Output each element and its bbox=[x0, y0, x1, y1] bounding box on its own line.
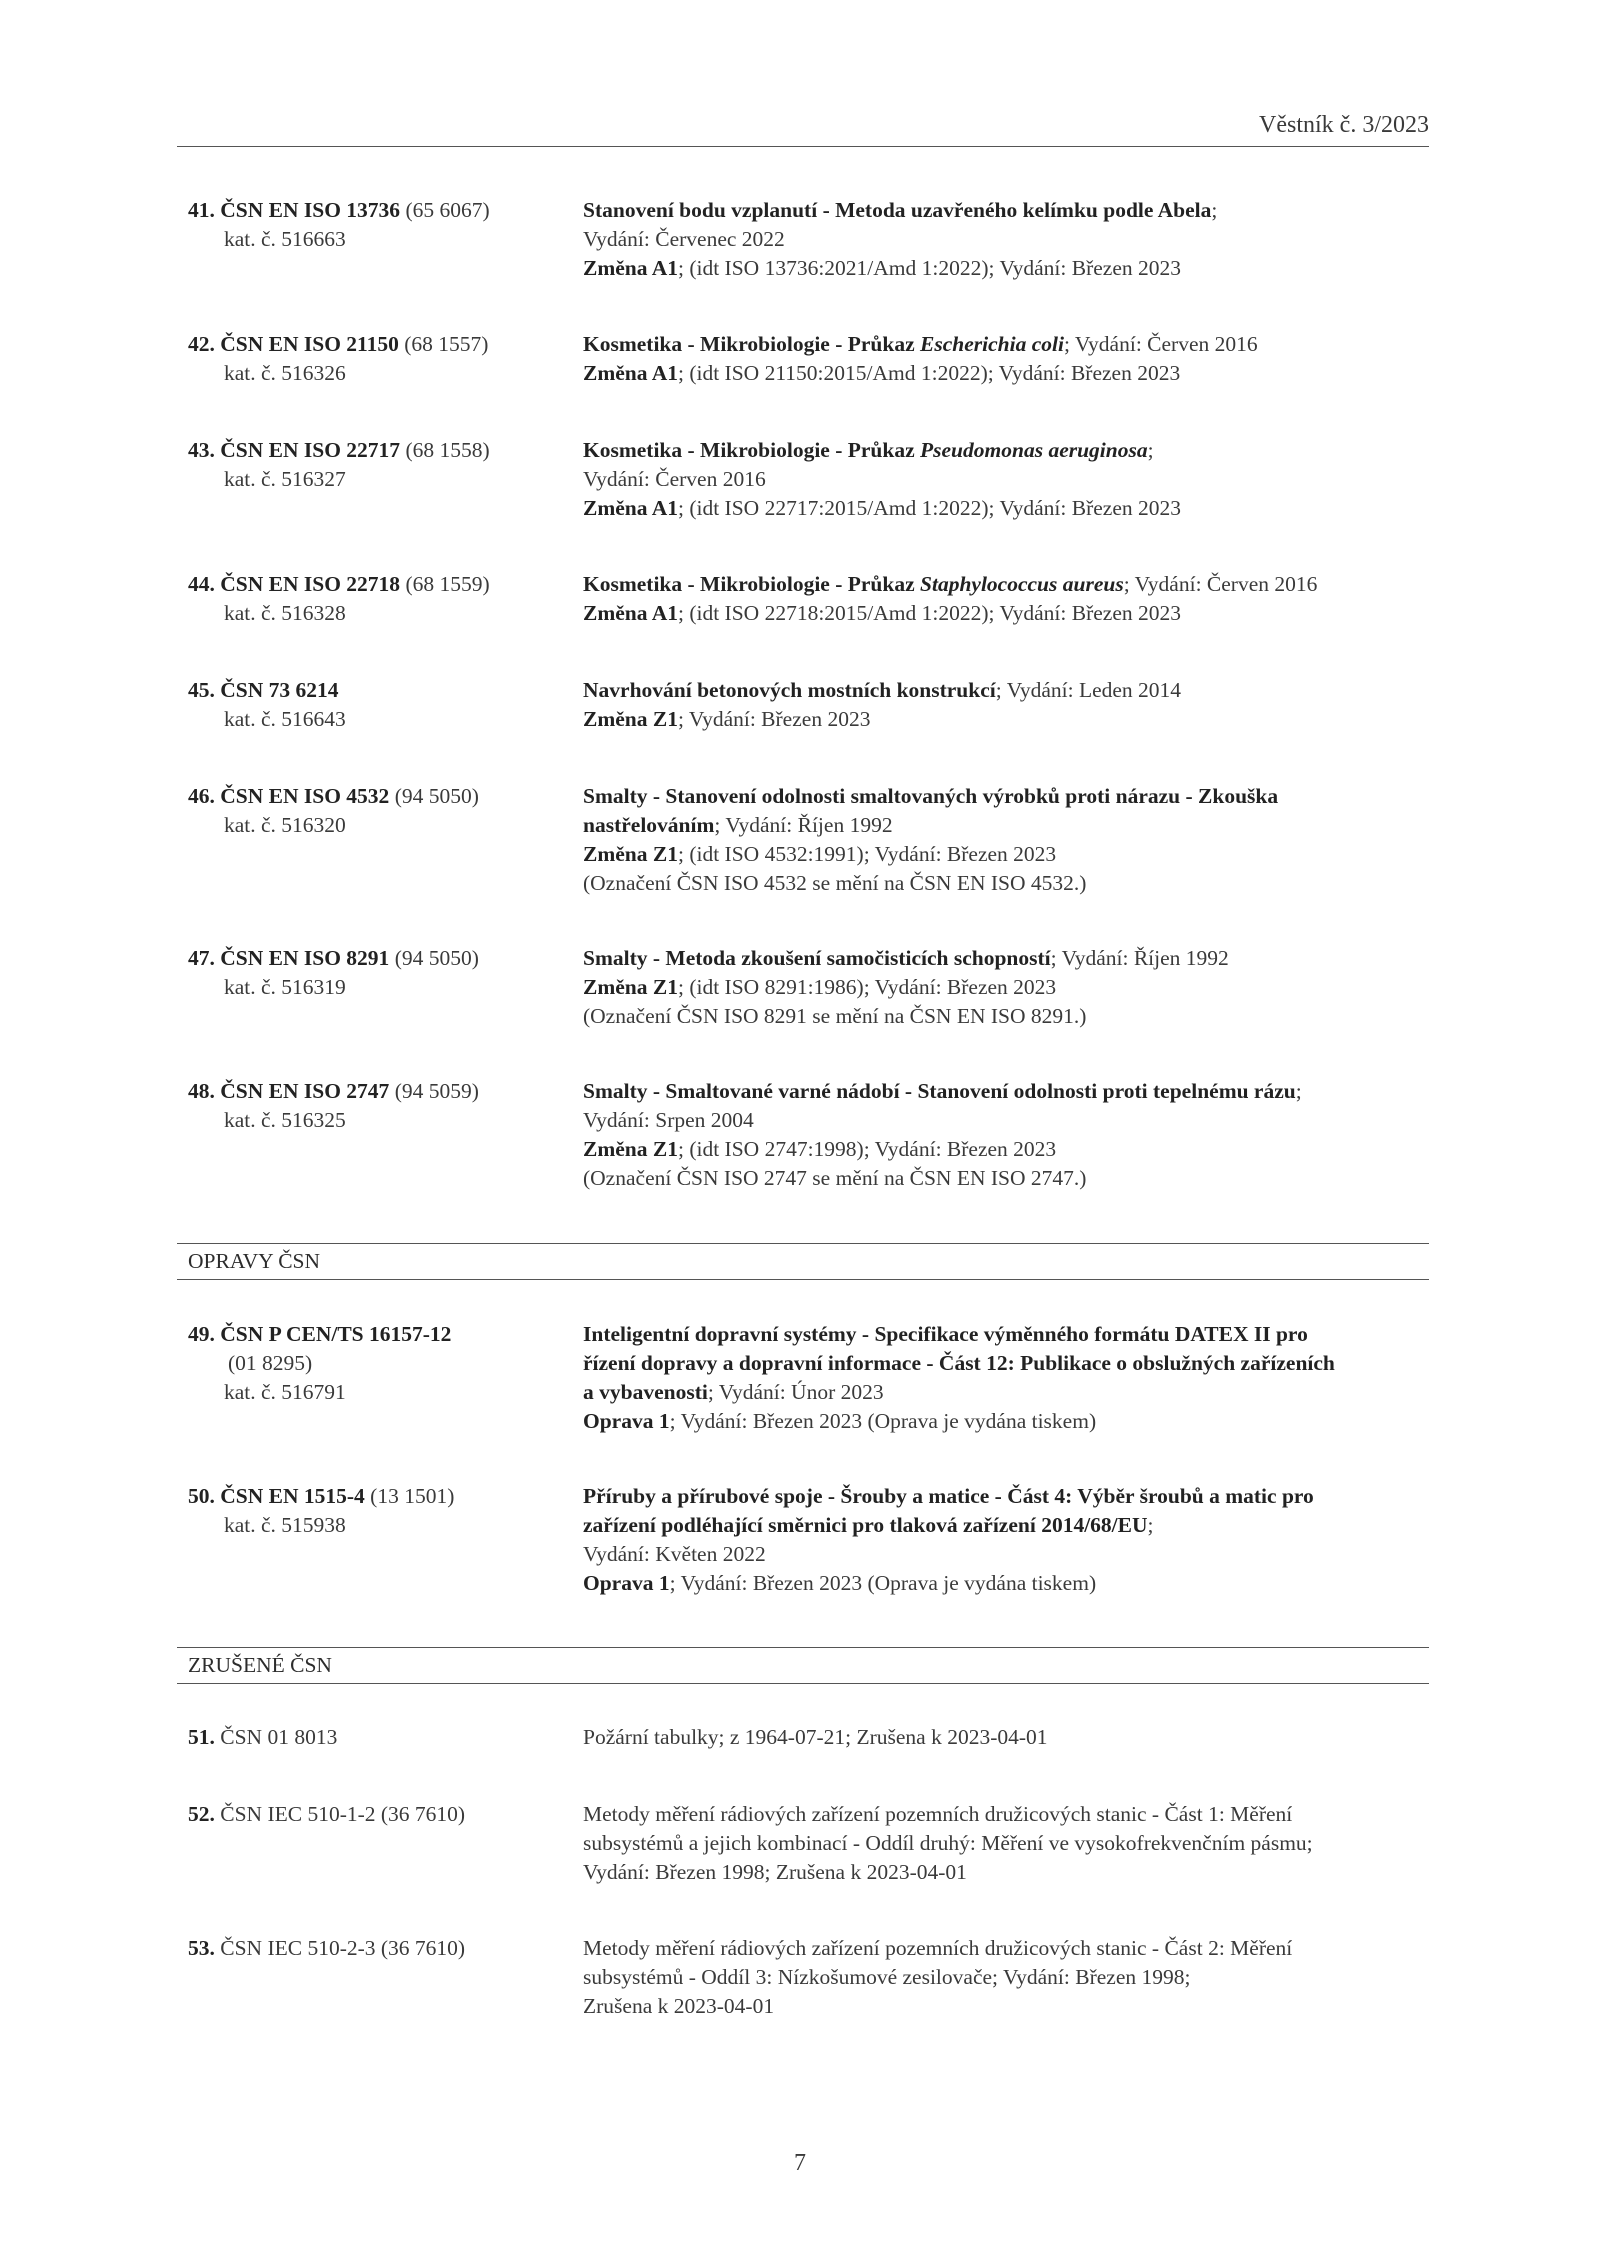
classification-number: ČSN IEC 510-1-2 (36 7610) bbox=[220, 1802, 466, 1826]
catalog-number: kat. č. 516643 bbox=[224, 707, 346, 731]
text: Vydání: Červenec 2022 bbox=[583, 227, 785, 251]
description-line bbox=[583, 705, 1433, 734]
catalog-number: kat. č. 516328 bbox=[224, 601, 346, 625]
text: (Označení ČSN ISO 8291 se mění na ČSN EN ISO 8291.) bbox=[583, 1004, 1087, 1028]
description-line bbox=[583, 1349, 1433, 1378]
entry-description bbox=[583, 782, 1433, 898]
bold-text: a vybavenosti bbox=[583, 1380, 708, 1404]
text: (Označení ČSN ISO 4532 se mění na ČSN EN ISO 4532.) bbox=[583, 871, 1087, 895]
text: ; Vydání: Březen 2023 (Oprava je vydána tiskem) bbox=[669, 1571, 1097, 1595]
description-line bbox=[583, 465, 1433, 494]
standard-code: ČSN EN ISO 13736 bbox=[220, 198, 401, 222]
section-title: OPRAVY ČSN bbox=[188, 1249, 321, 1273]
entry-code-line bbox=[188, 436, 568, 465]
entry-code-line bbox=[188, 676, 568, 705]
description-line bbox=[583, 1963, 1433, 1992]
description-line bbox=[583, 811, 1433, 840]
description-line bbox=[583, 1378, 1433, 1407]
catalog-number: kat. č. 516319 bbox=[224, 975, 346, 999]
entry-identifier bbox=[188, 1723, 568, 1752]
description-line bbox=[583, 225, 1433, 254]
description-line bbox=[583, 840, 1433, 869]
text: Metody měření rádiových zařízení pozemních družicových stanic - Část 1: Měření bbox=[583, 1802, 1293, 1826]
description-line bbox=[583, 1135, 1433, 1164]
entry-description bbox=[583, 676, 1433, 734]
entry-description bbox=[583, 1077, 1433, 1193]
text: Vydání: Srpen 2004 bbox=[583, 1108, 754, 1132]
catalog-number: kat. č. 516325 bbox=[224, 1108, 346, 1132]
catalog-number: kat. č. 516663 bbox=[224, 227, 346, 251]
text: Metody měření rádiových zařízení pozemních družicových stanic - Část 2: Měření bbox=[583, 1936, 1293, 1960]
description-line bbox=[583, 1992, 1433, 2021]
entry-code-line bbox=[188, 1723, 568, 1752]
bold-text: zařízení podléhající směrnici pro tlaková zařízení 2014/68/EU bbox=[583, 1513, 1148, 1537]
text: ; Vydání: Červen 2016 bbox=[1063, 332, 1258, 356]
italic-text: Pseudomonas aeruginosa bbox=[920, 438, 1148, 462]
classification-number: (01 8295) bbox=[228, 1351, 313, 1375]
entry-description bbox=[583, 1934, 1433, 2021]
description-line bbox=[583, 1511, 1433, 1540]
description-line bbox=[583, 1407, 1433, 1436]
entry-identifier bbox=[188, 1482, 568, 1540]
bold-text: Navrhování betonových mostních konstrukcí bbox=[583, 678, 996, 702]
bold-text: Změna Z1 bbox=[583, 975, 678, 999]
entry-code-line bbox=[188, 570, 568, 599]
text: ; Vydání: Březen 2023 bbox=[677, 707, 871, 731]
classification-number: (94 5050) bbox=[389, 784, 479, 808]
classification-number: (65 6067) bbox=[400, 198, 490, 222]
bold-text: Změna A1 bbox=[583, 256, 678, 280]
bold-text: Změna A1 bbox=[583, 496, 678, 520]
text: ; Vydání: Únor 2023 bbox=[707, 1380, 884, 1404]
standard-code: ČSN EN ISO 22717 bbox=[220, 438, 401, 462]
entry-code-line bbox=[188, 1482, 568, 1511]
entry-code-line bbox=[188, 1934, 568, 1963]
text: ; Vydání: Březen 2023 (Oprava je vydána tiskem) bbox=[669, 1409, 1097, 1433]
description-line bbox=[583, 1569, 1433, 1598]
text: subsystémů - Oddíl 3: Nízkošumové zesilovače; Vydání: Březen 1998; bbox=[583, 1965, 1191, 1989]
entry-code-line bbox=[188, 1077, 568, 1106]
text: Vydání: Červen 2016 bbox=[583, 467, 766, 491]
entry-identifier bbox=[188, 330, 568, 388]
description-line bbox=[583, 1077, 1433, 1106]
description-line bbox=[583, 599, 1433, 628]
entry-number: 49. bbox=[188, 1322, 215, 1346]
description-line bbox=[583, 869, 1433, 898]
classification-number: (94 5050) bbox=[389, 946, 479, 970]
bold-text: Kosmetika - Mikrobiologie - Průkaz bbox=[583, 572, 921, 596]
bold-text: Změna Z1 bbox=[583, 842, 678, 866]
text: ; Vydání: Leden 2014 bbox=[995, 678, 1182, 702]
text: subsystémů a jejich kombinací - Oddíl druhý: Měření ve vysokofrekvenčním pásmu; bbox=[583, 1831, 1313, 1855]
entry-number: 45. bbox=[188, 678, 215, 702]
standard-code: ČSN EN ISO 8291 bbox=[220, 946, 390, 970]
bold-text: Oprava 1 bbox=[583, 1571, 670, 1595]
description-line bbox=[583, 436, 1433, 465]
classification-number: (13 1501) bbox=[364, 1484, 455, 1508]
description-line bbox=[583, 1320, 1433, 1349]
description-line bbox=[583, 1800, 1433, 1829]
description-line bbox=[583, 1540, 1433, 1569]
entry-code-line bbox=[188, 944, 568, 973]
bold-text: Změna A1 bbox=[583, 601, 678, 625]
bold-text: Stanovení bodu vzplanutí - Metoda uzavřeného kelímku podle Abela bbox=[583, 198, 1212, 222]
text: ; (idt ISO 4532:1991); Vydání: Březen 2023 bbox=[677, 842, 1057, 866]
entry-number: 50. bbox=[188, 1484, 215, 1508]
journal-title: Věstník č. 3/2023 bbox=[1259, 112, 1429, 138]
italic-text: Escherichia coli bbox=[920, 332, 1064, 356]
text: ; Vydání: Říjen 1992 bbox=[1050, 946, 1229, 970]
entry-description bbox=[583, 1320, 1433, 1436]
description-line bbox=[583, 782, 1433, 811]
text: Zrušena k 2023-04-01 bbox=[583, 1994, 775, 2018]
description-line bbox=[583, 1482, 1433, 1511]
classification-number: (68 1559) bbox=[400, 572, 490, 596]
entry-identifier bbox=[188, 782, 568, 840]
bold-text: nastřelováním bbox=[583, 813, 715, 837]
entry-description bbox=[583, 1723, 1433, 1752]
italic-text: Staphylococcus aureus bbox=[920, 572, 1124, 596]
bold-text: Inteligentní dopravní systémy - Specifikace výměnného formátu DATEX II pro bbox=[583, 1322, 1308, 1346]
standard-code: ČSN P CEN/TS 16157-12 bbox=[220, 1322, 452, 1346]
text: ; bbox=[1211, 198, 1218, 222]
text: ; (idt ISO 22717:2015/Amd 1:2022); Vydání: Březen 2023 bbox=[677, 496, 1181, 520]
text: ; Vydání: Červen 2016 bbox=[1123, 572, 1318, 596]
text: Vydání: Květen 2022 bbox=[583, 1542, 766, 1566]
entry-identifier bbox=[188, 1934, 568, 1963]
entry-description bbox=[583, 1800, 1433, 1887]
entry-number: 41. bbox=[188, 198, 215, 222]
bold-text: Příruby a přírubové spoje - Šrouby a matice - Část 4: Výběr šroubů a matic pro bbox=[583, 1484, 1314, 1508]
text: (Označení ČSN ISO 2747 se mění na ČSN EN ISO 2747.) bbox=[583, 1166, 1087, 1190]
entry-description bbox=[583, 570, 1433, 628]
text: Požární tabulky; z 1964-07-21; Zrušena k 2023-04-01 bbox=[583, 1725, 1048, 1749]
classification-number: (68 1557) bbox=[398, 332, 489, 356]
text: ; Vydání: Říjen 1992 bbox=[714, 813, 893, 837]
description-line bbox=[583, 1164, 1433, 1193]
entry-identifier bbox=[188, 944, 568, 1002]
description-line bbox=[583, 254, 1433, 283]
description-line bbox=[583, 196, 1433, 225]
description-line bbox=[583, 494, 1433, 523]
standard-code: ČSN EN 1515-4 bbox=[220, 1484, 365, 1508]
entry-identifier bbox=[188, 676, 568, 734]
section-header-zrusene bbox=[177, 1647, 1429, 1684]
entry-number: 53. bbox=[188, 1936, 215, 1960]
standard-code: ČSN EN ISO 21150 bbox=[220, 332, 399, 356]
catalog-number: kat. č. 516320 bbox=[224, 813, 346, 837]
entry-number: 47. bbox=[188, 946, 215, 970]
entry-identifier bbox=[188, 196, 568, 254]
entry-number: 48. bbox=[188, 1079, 215, 1103]
description-line bbox=[583, 1934, 1433, 1963]
text: ; bbox=[1147, 1513, 1154, 1537]
entry-identifier bbox=[188, 1077, 568, 1135]
text: ; bbox=[1295, 1079, 1302, 1103]
entry-description bbox=[583, 196, 1433, 283]
classification-number: ČSN IEC 510-2-3 (36 7610) bbox=[220, 1936, 466, 1960]
classification-number: (94 5059) bbox=[389, 1079, 479, 1103]
description-line bbox=[583, 973, 1433, 1002]
entry-identifier bbox=[188, 1320, 568, 1407]
bold-text: Smalty - Metoda zkoušení samočisticích schopností bbox=[583, 946, 1051, 970]
section-header-opravy bbox=[177, 1243, 1429, 1280]
entry-identifier bbox=[188, 436, 568, 494]
entry-description bbox=[583, 944, 1433, 1031]
entry-number: 43. bbox=[188, 438, 215, 462]
entry-code-line bbox=[188, 1320, 568, 1349]
catalog-number: kat. č. 515938 bbox=[224, 1513, 346, 1537]
bold-text: řízení dopravy a dopravní informace - Část 12: Publikace o obslužných zařízeních bbox=[583, 1351, 1335, 1375]
text: ; bbox=[1147, 438, 1154, 462]
catalog-number: kat. č. 516791 bbox=[224, 1380, 346, 1404]
standard-code: ČSN 73 6214 bbox=[220, 678, 339, 702]
description-line bbox=[583, 570, 1433, 599]
entry-code-line bbox=[188, 330, 568, 359]
entry-description bbox=[583, 330, 1433, 388]
description-line bbox=[583, 1723, 1433, 1752]
entry-code-line bbox=[188, 1800, 568, 1829]
text: ; (idt ISO 13736:2021/Amd 1:2022); Vydání: Březen 2023 bbox=[677, 256, 1181, 280]
entry-code-line bbox=[188, 782, 568, 811]
bold-text: Změna Z1 bbox=[583, 1137, 678, 1161]
bold-text: Změna A1 bbox=[583, 361, 678, 385]
bold-text: Kosmetika - Mikrobiologie - Průkaz bbox=[583, 332, 921, 356]
entry-number: 42. bbox=[188, 332, 215, 356]
standard-code: ČSN EN ISO 4532 bbox=[220, 784, 390, 808]
description-line bbox=[583, 330, 1433, 359]
catalog-number: kat. č. 516326 bbox=[224, 361, 346, 385]
bold-text: Kosmetika - Mikrobiologie - Průkaz bbox=[583, 438, 921, 462]
bold-text: Smalty - Smaltované varné nádobí - Stanovení odolnosti proti tepelnému rázu bbox=[583, 1079, 1296, 1103]
text: ; (idt ISO 22718:2015/Amd 1:2022); Vydání: Březen 2023 bbox=[677, 601, 1181, 625]
entry-description bbox=[583, 436, 1433, 523]
entry-number: 44. bbox=[188, 572, 215, 596]
bold-text: Smalty - Stanovení odolnosti smaltovaných výrobků proti nárazu - Zkouška bbox=[583, 784, 1279, 808]
page-number: 7 bbox=[794, 2150, 806, 2176]
standard-code: ČSN EN ISO 2747 bbox=[220, 1079, 390, 1103]
description-line bbox=[583, 1002, 1433, 1031]
entry-code-line bbox=[188, 196, 568, 225]
description-line bbox=[583, 1858, 1433, 1887]
entry-identifier bbox=[188, 1800, 568, 1829]
section-title: ZRUŠENÉ ČSN bbox=[188, 1653, 332, 1677]
classification-number: ČSN 01 8013 bbox=[220, 1725, 338, 1749]
description-line bbox=[583, 1106, 1433, 1135]
description-line bbox=[583, 944, 1433, 973]
entry-description bbox=[583, 1482, 1433, 1598]
description-line bbox=[583, 676, 1433, 705]
bold-text: Změna Z1 bbox=[583, 707, 678, 731]
text: ; (idt ISO 2747:1998); Vydání: Březen 2023 bbox=[677, 1137, 1057, 1161]
description-line bbox=[583, 359, 1433, 388]
page-header bbox=[177, 112, 1429, 147]
text: Vydání: Březen 1998; Zrušena k 2023-04-01 bbox=[583, 1860, 967, 1884]
classification-number: (68 1558) bbox=[400, 438, 490, 462]
description-line bbox=[583, 1829, 1433, 1858]
entry-identifier bbox=[188, 570, 568, 628]
text: ; (idt ISO 21150:2015/Amd 1:2022); Vydání: Březen 2023 bbox=[677, 361, 1181, 385]
entry-number: 52. bbox=[188, 1802, 215, 1826]
entry-number: 46. bbox=[188, 784, 215, 808]
entry-number: 51. bbox=[188, 1725, 215, 1749]
text: ; (idt ISO 8291:1986); Vydání: Březen 2023 bbox=[677, 975, 1057, 999]
catalog-number: kat. č. 516327 bbox=[224, 467, 346, 491]
bold-text: Oprava 1 bbox=[583, 1409, 670, 1433]
standard-code: ČSN EN ISO 22718 bbox=[220, 572, 401, 596]
